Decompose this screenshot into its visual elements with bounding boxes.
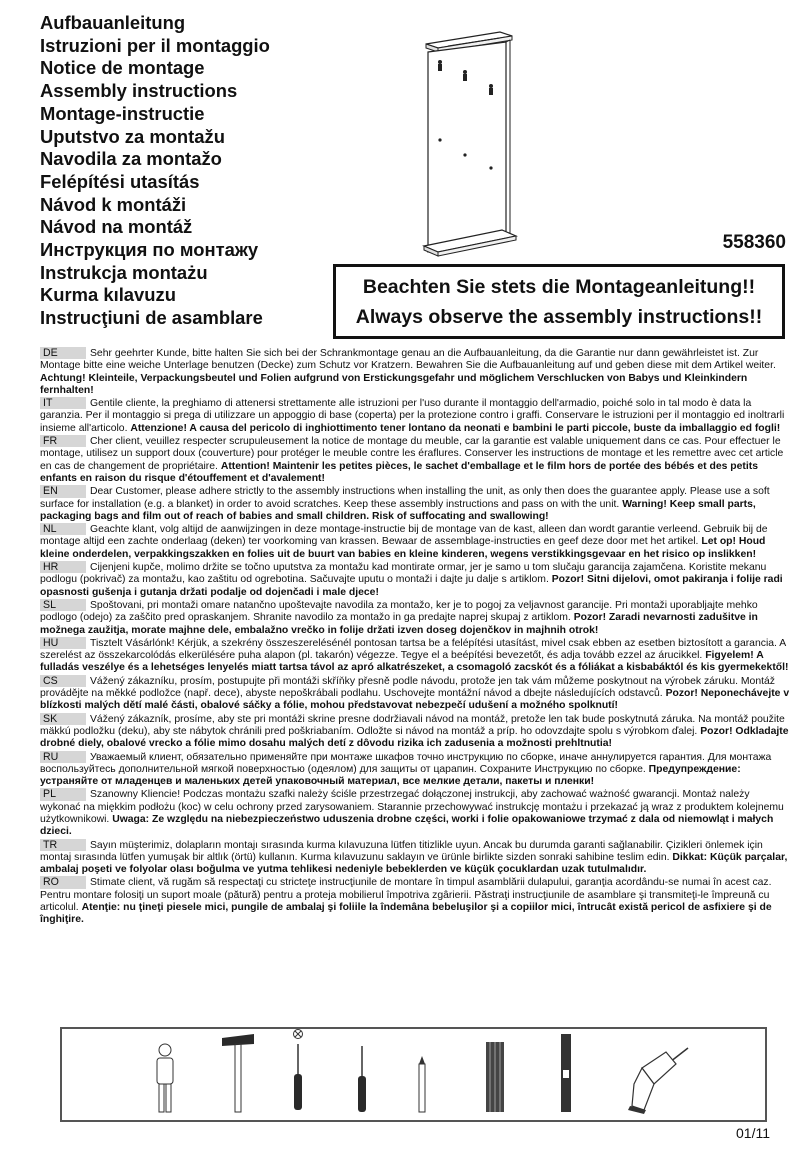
lang-warning: Let op! Houd kleine onderdelen, verpakkingszakken en folies uit de buurt van babies en kleine kinderen, wegens verstikkingsgevaar en het risico op inslikken! [40,536,766,560]
lang-block-fr [40,435,792,485]
lang-code: NL [40,523,86,535]
lang-code: TR [40,839,86,851]
lang-warning: Pozor! Odkladajte drobné diely, obalové vrecko a fólie mimo dosahu malých detí z dôvodu rizika ich zadusenia a možnosti prehltnutia! [40,725,789,750]
lang-block-hr [40,561,792,599]
lang-code: RU [40,751,86,763]
lang-code: HR [40,561,86,573]
lang-code: EN [40,485,86,497]
lang-block-ro [40,876,792,926]
lang-warning: Dikkat: Küçük parçalar, ambalaj poşeti ve folyolar olası boğulma ve yutma tehlikesi nedeniyle bebeklerden ve küçük çocuklardan uzak tutulmalıdır. [40,851,788,876]
lang-code: CS [40,675,86,687]
flat-screwdriver-icon [354,1044,370,1114]
title-line: Uputstvo za montažu [40,125,225,147]
lang-text: Szanowny Kliencie! Podczas montażu szafki należy ściśle przestrzegać dołączonej instrukcji, aby zachować ważność gwarancji. Montaż należy wykonać na miękkim podłożu (koc) w celu ochrony przed zarysowaniem. Starannie przechowywać instrukcję montażu i przekazać ją wraz z produktem kolejnemu użytkownikowi. [40,789,784,825]
pencil-icon [416,1054,428,1114]
lang-code: IT [40,397,86,409]
lang-warning: Achtung! Kleinteile, Verpackungsbeutel und Folien aufgrund von Erstickungsgefahr und möglichem Verschlucken von Babys und Kleinkindern fernhalten! [40,372,748,396]
lang-text: Уважаемый клиент, обязательно применяйте при монтаже шкафов точно инструкцию по сборке, иначе аннулируется гарантия. Для монтажа воспользуйтесь дополнительной мягкой поверхностью (одеялом) для защиты от царапин. Сохраните Инструкцию по сборке. [40,751,772,775]
lang-block-de [40,347,792,397]
lang-text: Cher client, veuillez respecter scrupuleusement la notice de montage du meuble, car la garantie est valable uniquement dans ce cas. Pour effectuer le montage, utilisez un support doux (couverture) pour protéger le meuble contre les éraflures. Conserver les instructions de montage et les remettre avec cet article en cas de changement de propriétaire. [40,436,784,472]
title-line: Инструкция по монтажу [40,239,259,261]
wall-panel-illustration [412,24,522,264]
lang-block-hu [40,637,792,675]
assembly-warning-box [333,264,785,339]
lang-block-pl [40,788,792,838]
lang-warning: Warning! Keep small parts, packaging bags and film out of reach of babies and small children. Risk of suffocating and swallowing! [40,498,756,522]
lang-code: DE [40,347,86,359]
drill-icon [622,1044,692,1114]
lang-code: RO [40,876,86,888]
lang-block-ru [40,751,792,789]
lang-warning: Pozor! Neponechávejte v blízkosti malých dětí malé části, obalové sáčky a fólie, mohou představovat nebezpečí udušení a možného spolknutí! [40,688,790,712]
lang-text: Vážený zákazníku, prosím, postupujte při montáži skříňky přesně podle návodu, protože jen tak vám můžeme poskytnout na výrobek záruku. Montáž provádějte na měkké podložce (např. dece), abyste nepoškrábali podlahu. Uschovejte montážní návod a dbejte následujících odstavců. [40,675,775,700]
article-number: 558360 [722,232,786,253]
lang-warning: Attention! Maintenir les petites pièces, le sachet d'emballage et le film hors de portée des bébés et des petits enfants en raison du risque d'étouffement et d'avalement! [40,460,758,484]
lang-text: Dear Customer, please adhere strictly to the assembly instructions when installing the unit, as only then does the guarantee apply. Please use a soft surface for installation (e.g. a blanket) in order to avoid scratches. Keep these assembly instructions and pass on with the unit. [40,486,770,510]
title-line: Aufbauanleitung [40,12,186,33]
lang-warning: Figyelem! A fulladás veszélye és a lehetséges lenyelés miatt tartsa távol az apró alkatrészeket, a csomagoló zacskót és a fóliákat a kisbabáktól és kis gyermekektől! [40,650,789,674]
lang-text: Spoštovani, pri montaži omare natančno upoštevajte navodila za montažo, ker je to pogoj za veljavnost garancije. Pri montaži uporabljajte mehko podlogo (odejo) za zaščito pred opraskanjem. Shranite navodilo za montažo in ga predajte naprej skupaj z artiklom. [40,599,758,624]
lang-text: Gentile cliente, la preghiamo di attenersi strettamente alle istruzioni per l'uso durante il montaggio dell'armadio, poiché solo in tal modo è data la garanzia. Per il montaggio si prega di utilizzare un appoggio di base (coperta) per la protezione contro i graffi. Conservare le istruzioni per il montaggio ed inoltrarli insieme all'articolo. [40,398,785,434]
lang-block-nl [40,523,792,561]
title-line: Notice de montage [40,57,205,79]
language-instructions [40,347,792,927]
title-line: Felépítési utasítás [40,170,200,192]
person-icon [152,1042,178,1114]
lang-warning: Предупреждение: устраняйте от младенцев и маленьких детей упаковочный материал, все мелкие детали, пакеты и пленки! [40,763,741,788]
title-line: Instrukcja montażu [40,261,208,283]
lang-block-en [40,485,792,523]
required-tools-box [60,1027,767,1122]
lang-code: SK [40,713,86,725]
title-line: Návod k montáži [40,193,187,215]
title-list [40,12,340,330]
lang-text: Stimate client, vă rugăm să respectaţi cu stricteţe instrucţiunile de montare în timpul asamblării dulapului, garanţia acordându-se numai în acest caz. Pentru montare folosiţi un suport moale (pătură) pentru a proteja mobilierul împotriva zgârierii. Păstraţi instrucţiunile de asamblare şi transmiteţi-le împreună cu articolul. [40,877,772,914]
lang-text: Sehr geehrter Kunde, bitte halten Sie sich bei der Schrankmontage genau an die Aufbauanleitung, da die Garantie nur dann gewährleistet ist. Zur Montage bitte eine weiche Unterlage benutzen (Decke) zum Schutz vor Kratzern. Bewahren Sie die Aufbauanleitung auf und geben diese mit dem Artikel weiter. [40,348,776,372]
folding-rule-icon [484,1040,506,1114]
lang-code: FR [40,435,86,447]
page-number: 01/11 [736,1125,770,1141]
lang-text: Tisztelt Vásárlónk! Kérjük, a szekrény összeszerelésénél pontosan tartsa be a felépítési utasítást, mivel csak ebben az esetben biztosított a garancia. A szerelést az összekarcolódás elkerülésére puha alapon (pl. takarón) végezze. Tegye el a beépítési bevezetőt, és adja tovább ezzel az árucikkel. [40,637,786,662]
title-line: Kurma kılavuzu [40,284,176,306]
lang-block-sl [40,599,792,637]
title-line: Navodila za montažo [40,148,222,170]
phillips-screwdriver-icon [288,1028,308,1114]
title-line: Instrucţiuni de asamblare [40,307,263,329]
lang-code: SL [40,599,86,611]
spirit-level-icon [558,1032,574,1114]
title-line: Montage-instructie [40,102,205,124]
warning-line-en: Always observe the assembly instructions!! [355,306,763,328]
lang-text: Sayın müşterimiz, dolapların montajı sırasında kurma kılavuzuna lütfen titizlikle uyun. Ancak bu durumda garanti sağlanabilir. Çizikleri önlemek için montaj sırasında lütfen yumuşak bir altlık (örtü) kullanın. Kurma kılavuzunu saklayın ve ürünle birlikte sizden sonraki sahibine teslim edin. [40,839,763,863]
lang-warning: Attenzione! A causa del pericolo di inghiottimento tener lontano da neonati e bambini le parti piccole, buste da imballaggio ed fogli! [130,422,781,434]
lang-text: Cijenjeni kupče, molimo držite se točno uputstva za montažu kad montirate ormar, jer je samo u tom slučaju garancija zajamčena. Koristite mekanu podlogu (pokrivač) za montažu, kao zaštitu od ogrebotina. Sačuvajte uputu o montaži i dajte ju dalje s artiklom. [40,562,767,586]
title-line: Assembly instructions [40,80,238,102]
lang-code: HU [40,637,86,649]
lang-warning: Pozor! Zaradi nevarnosti zadušitve in možnega zaužitja, morate majhne dele, embalažno vrečko in folije držati izven doseg dojenčkov in majhnih otrok! [40,612,758,636]
lang-warning: Pozor! Sitni dijelovi, omot pakiranja i folije radi opasnosti gušenja i gutanja držati podalje od dojenčadi i male djece! [40,574,783,598]
title-line: Návod na montáž [40,216,193,238]
lang-block-cs [40,675,792,713]
lang-text: Vážený zákazník, prosíme, aby ste pri montáži skrine presne dodržiavali návod na montáž, pretože len tak bude poskytnutá záruka. Na montáž použite mäkkú podložku (deku), aby ste nábytok chránili pred poškriabaním. Odložte si návod na montáž a príp. ho odovzdajte spolu s výrobkom ďalej. [40,713,785,737]
lang-block-tr [40,839,792,877]
title-line: Istruzioni per il montaggio [40,34,270,56]
lang-text: Geachte klant, volg altijd de aanwijzingen in deze montage-instructie bij de montage van de kast, alleen dan wordt garantie verleend. Gebruik bij de montage altijd een zachte onderlaag (deken) ter voorkoming van krassen. Bewaar de assemblage-instructies en geef deze door met het artikel. [40,524,768,548]
lang-code: PL [40,788,86,800]
lang-warning: Uwaga: Ze względu na niebezpieczeństwo uduszenia drobne części, worki i folie opakowaniowe trzymać z dala od niemowląt i małych dzieci. [40,813,774,838]
lang-block-sk [40,713,792,751]
lang-warning: Atenţie: nu ţineţi piesele mici, pungile de ambalaj şi foliile la îndemâna bebeluşilor şi a copiilor mici, întrucât există pericol de asfixiere şi de înghiţire. [40,902,772,926]
lang-block-it [40,397,792,435]
hammer-icon [220,1032,256,1114]
warning-line-de: Beachten Sie stets die Montageanleitung!! [362,276,756,298]
